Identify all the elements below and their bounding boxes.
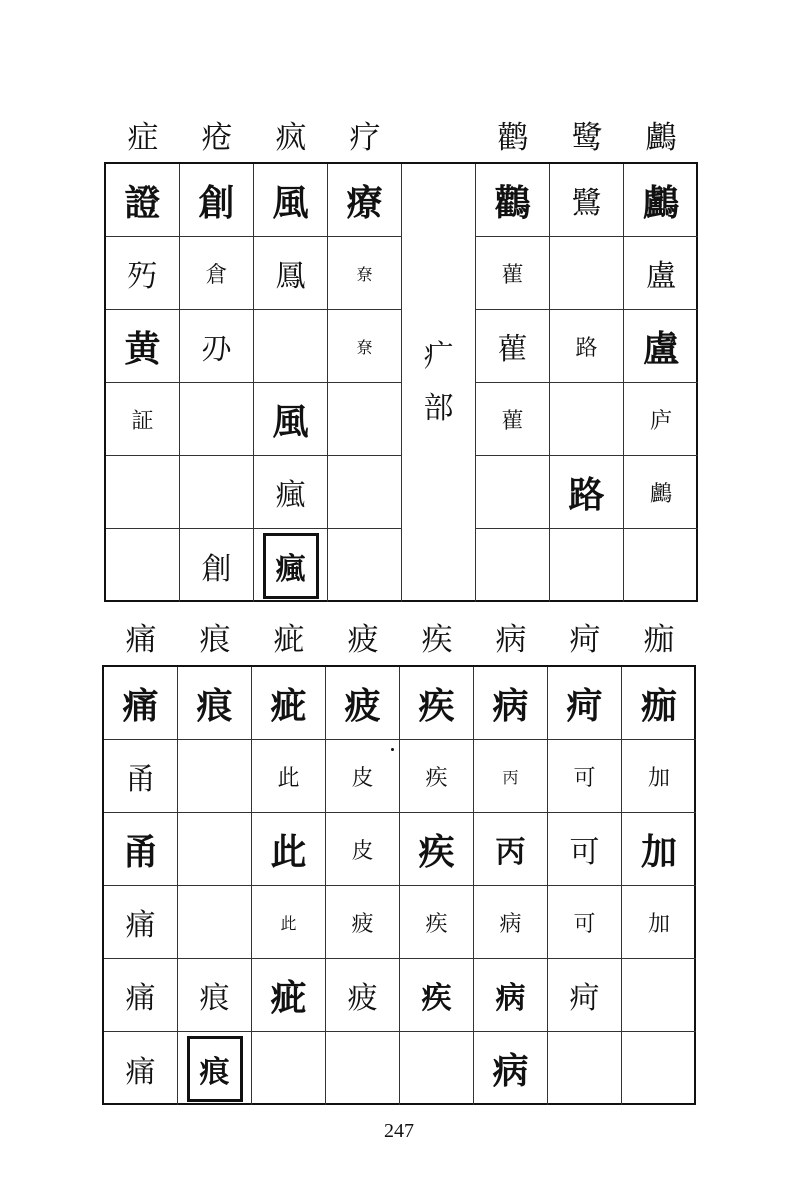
table-cell	[550, 164, 624, 237]
table-cell	[550, 529, 624, 602]
table-cell	[254, 237, 328, 310]
bottom-header-char: 疲	[347, 622, 379, 658]
table-cell	[548, 1032, 622, 1105]
table-cell	[180, 383, 254, 456]
ancient-glyph: 盧	[642, 327, 679, 370]
ancient-glyph: 庐	[649, 408, 672, 434]
bottom-header-row	[104, 620, 696, 660]
ancient-glyph: 瘋	[275, 478, 306, 513]
table-cell	[476, 383, 550, 456]
table-cell	[622, 813, 696, 886]
table-cell	[326, 740, 400, 813]
ancient-glyph: 痕	[196, 684, 233, 727]
top-header-char: 疮	[201, 120, 233, 156]
table-cell	[550, 237, 624, 310]
ancient-glyph: 加	[640, 830, 677, 873]
ancient-glyph: 疴	[566, 684, 603, 727]
bottom-header-char: 痂	[643, 622, 675, 658]
ancient-glyph: 鸕	[642, 181, 679, 224]
ancient-glyph: 創	[198, 181, 235, 224]
ancient-glyph: 甬	[125, 762, 156, 797]
ancient-glyph: 盧	[646, 259, 676, 294]
table-cell	[254, 310, 328, 383]
top-header-char: 鸕	[645, 120, 677, 156]
table-cell	[180, 237, 254, 310]
table-cell	[106, 237, 180, 310]
ancient-glyph: 病	[492, 1050, 529, 1092]
table-cell	[254, 456, 328, 529]
table-cell	[474, 667, 548, 740]
table-cell	[622, 667, 696, 740]
table-cell	[254, 529, 328, 602]
table-cell	[400, 813, 474, 886]
ancient-glyph: 疵	[270, 684, 307, 727]
ancient-glyph: 加	[647, 911, 670, 937]
ancient-glyph: 疾	[425, 765, 448, 791]
ancient-glyph: 甬	[122, 830, 159, 873]
ancient-glyph: 刅	[201, 332, 232, 367]
table-cell	[622, 886, 696, 959]
ancient-glyph: 鳳	[275, 259, 306, 294]
table-cell	[548, 886, 622, 959]
table-cell	[476, 237, 550, 310]
top-character-table	[104, 162, 698, 602]
table-cell	[474, 886, 548, 959]
ancient-glyph: 尞	[356, 337, 373, 357]
top-header-char: 鹳	[497, 120, 529, 156]
ancient-glyph: 疾	[418, 684, 455, 727]
ancient-glyph: 可	[573, 911, 596, 937]
table-cell	[400, 1032, 474, 1105]
table-cell	[178, 1032, 252, 1105]
table-cell	[106, 164, 180, 237]
bottom-header-char: 疾	[421, 622, 453, 658]
ancient-glyph: 疴	[569, 981, 600, 1016]
ancient-glyph: 鸛	[494, 181, 531, 224]
table-cell	[400, 740, 474, 813]
table-cell	[104, 886, 178, 959]
table-cell	[106, 383, 180, 456]
bottom-header-char: 痕	[199, 622, 231, 658]
ancient-glyph: 證	[124, 181, 161, 224]
table-cell	[180, 456, 254, 529]
table-cell	[326, 886, 400, 959]
bottom-header-char: 疵	[273, 622, 305, 658]
radical-label-char: 疒	[423, 339, 454, 374]
ancient-glyph: 㱙	[127, 259, 158, 294]
table-cell	[180, 529, 254, 602]
table-cell	[106, 529, 180, 602]
ancient-glyph: 疾	[418, 830, 455, 873]
table-cell	[328, 237, 402, 310]
table-cell	[328, 164, 402, 237]
table-cell	[328, 456, 402, 529]
table-cell	[178, 667, 252, 740]
bottom-character-table	[102, 665, 696, 1105]
ancient-glyph: 証	[131, 408, 154, 434]
table-cell	[624, 237, 698, 310]
ancient-glyph: 疲	[344, 684, 381, 727]
table-cell	[252, 886, 326, 959]
table-cell	[326, 813, 400, 886]
print-speck	[391, 748, 394, 751]
table-cell	[476, 310, 550, 383]
bottom-header-char: 痛	[125, 622, 157, 658]
table-cell	[178, 740, 252, 813]
ancient-glyph: 疲	[351, 911, 374, 937]
table-cell	[104, 1032, 178, 1105]
table-cell	[328, 310, 402, 383]
ancient-glyph: 此	[270, 830, 307, 873]
ancient-glyph: 雚	[501, 408, 524, 434]
table-cell	[326, 1032, 400, 1105]
radical-label-column	[402, 164, 476, 602]
top-header-row	[106, 118, 698, 158]
ancient-glyph: 痛	[125, 1054, 156, 1090]
table-cell	[328, 383, 402, 456]
table-cell	[326, 667, 400, 740]
bottom-header-char: 疴	[569, 622, 601, 658]
table-cell	[548, 740, 622, 813]
table-cell	[624, 310, 698, 383]
table-cell	[254, 383, 328, 456]
table-cell	[252, 1032, 326, 1105]
table-cell	[178, 959, 252, 1032]
table-cell	[548, 813, 622, 886]
ancient-glyph: 可	[569, 835, 600, 870]
ancient-glyph: 療	[346, 181, 383, 224]
table-cell	[476, 164, 550, 237]
top-header-char: 疗	[349, 120, 381, 156]
ancient-glyph: 病	[492, 684, 529, 727]
ancient-glyph: 皮	[351, 838, 374, 864]
ancient-glyph: 雚	[497, 332, 528, 367]
ancient-glyph: 痂	[640, 684, 677, 727]
ancient-glyph: 痕	[199, 981, 230, 1016]
table-cell	[548, 959, 622, 1032]
table-cell	[106, 310, 180, 383]
top-header-char: 疯	[275, 120, 307, 156]
ancient-glyph: 痛	[125, 981, 156, 1016]
table-cell	[180, 310, 254, 383]
table-cell	[622, 740, 696, 813]
table-cell	[106, 456, 180, 529]
table-cell	[476, 456, 550, 529]
ancient-glyph: 加	[647, 765, 670, 791]
table-cell	[474, 813, 548, 886]
ancient-glyph: 此	[277, 765, 300, 791]
table-cell	[624, 164, 698, 237]
ancient-glyph: 尞	[356, 264, 373, 284]
ancient-glyph: 創	[201, 551, 232, 587]
ancient-glyph: 皮	[351, 765, 374, 791]
table-cell	[252, 813, 326, 886]
table-cell	[474, 740, 548, 813]
ancient-glyph: 疲	[347, 981, 378, 1016]
bottom-header-char: 病	[495, 622, 527, 658]
ancient-glyph: 痛	[122, 684, 159, 727]
table-cell	[474, 959, 548, 1032]
ancient-glyph: 病	[495, 981, 526, 1016]
table-cell	[550, 456, 624, 529]
table-cell	[400, 959, 474, 1032]
ancient-glyph: 倉	[205, 262, 228, 288]
table-cell	[104, 740, 178, 813]
table-cell	[550, 310, 624, 383]
table-cell	[622, 1032, 696, 1105]
table-cell	[326, 959, 400, 1032]
table-cell	[252, 740, 326, 813]
ancient-glyph: 瘋	[263, 533, 319, 599]
ancient-glyph: 鷺	[571, 186, 602, 221]
table-cell	[104, 959, 178, 1032]
table-cell	[400, 886, 474, 959]
top-header-char: 症	[127, 120, 159, 156]
ancient-glyph: 路	[575, 335, 598, 361]
radical-label-char: 部	[423, 391, 454, 426]
table-cell	[178, 813, 252, 886]
top-header-char: 鹭	[571, 120, 603, 156]
table-cell	[548, 667, 622, 740]
table-cell	[624, 456, 698, 529]
table-cell	[624, 383, 698, 456]
table-cell	[550, 383, 624, 456]
table-cell	[178, 886, 252, 959]
table-cell	[180, 164, 254, 237]
table-cell	[328, 529, 402, 602]
ancient-glyph: 痕	[187, 1036, 243, 1102]
ancient-glyph: 雚	[501, 262, 524, 288]
table-cell	[624, 529, 698, 602]
table-cell	[400, 667, 474, 740]
table-cell	[622, 959, 696, 1032]
table-cell	[252, 667, 326, 740]
ancient-glyph: 疵	[270, 976, 307, 1019]
ancient-glyph: 黄	[124, 327, 161, 370]
table-cell	[252, 959, 326, 1032]
ancient-glyph: 風	[272, 181, 309, 224]
table-cell	[104, 813, 178, 886]
ancient-glyph: 丙	[495, 835, 526, 870]
ancient-glyph: 路	[568, 473, 605, 516]
ancient-glyph: 疾	[421, 981, 452, 1016]
page-number: 247	[384, 1120, 414, 1142]
table-cell	[254, 164, 328, 237]
table-cell	[104, 667, 178, 740]
ancient-glyph: 疾	[425, 911, 448, 937]
ancient-glyph: 丙	[502, 767, 519, 787]
table-cell	[476, 529, 550, 602]
ancient-glyph: 風	[272, 400, 309, 443]
ancient-glyph: 病	[499, 911, 522, 937]
ancient-glyph: 可	[573, 765, 596, 791]
table-cell	[474, 1032, 548, 1105]
ancient-glyph: 鸕	[649, 481, 672, 507]
ancient-glyph: 此	[280, 913, 297, 933]
ancient-glyph: 痛	[125, 908, 156, 943]
